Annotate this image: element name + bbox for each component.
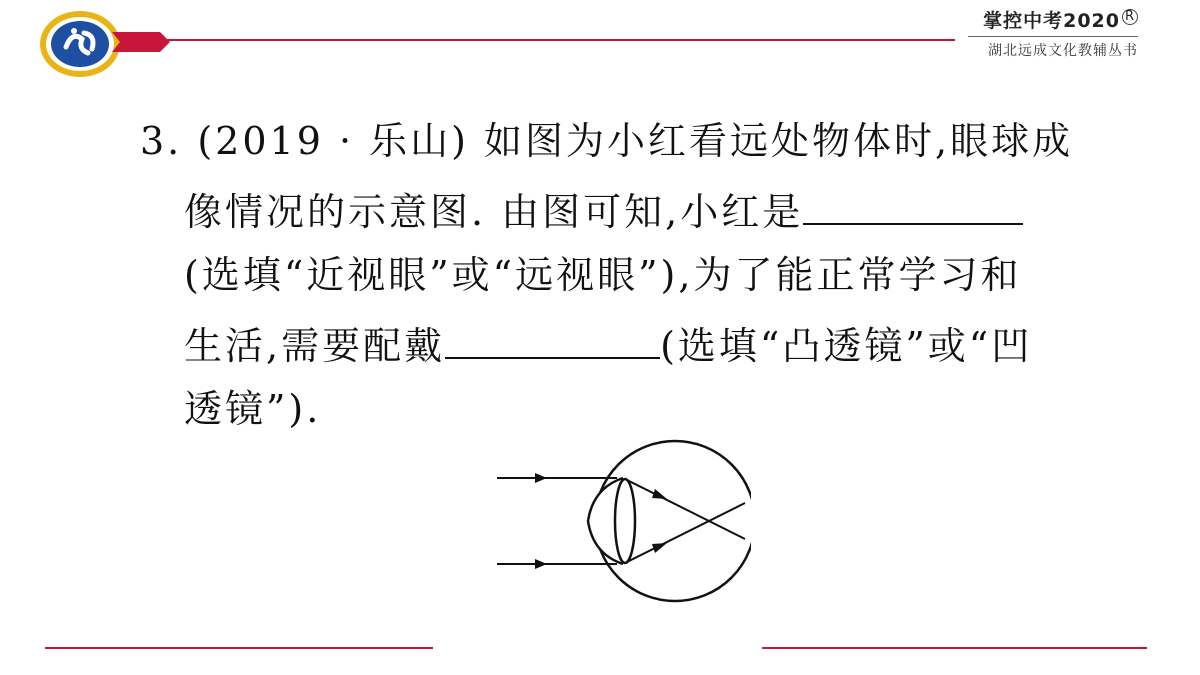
brand-block: [968, 6, 1138, 60]
header-rule: [165, 39, 955, 41]
refracted-arrow-bottom: [652, 543, 667, 553]
publisher-logo-icon: [38, 9, 122, 79]
question-line-3: (选填“近视眼”或“远视眼”),为了能正常学习和: [184, 253, 1022, 297]
footer-rule-left: [45, 647, 433, 649]
question-line-1: 3. (2019 · 乐山) 如图为小红看远处物体时,眼球成: [140, 119, 1074, 163]
question-line-5: 透镜”).: [184, 387, 322, 431]
question-line-4-text-b: (选填“凸透镜”或“凹: [660, 324, 1033, 368]
brand-divider: [968, 36, 1138, 37]
refracted-arrow-top: [652, 489, 667, 499]
answer-blank-1[interactable]: [803, 175, 1023, 225]
refracted-ray-bottom: [625, 503, 745, 563]
question-line-4-text-a: 生活,需要配戴: [184, 324, 446, 368]
answer-blank-2[interactable]: [445, 309, 660, 359]
question-line-2-text: 像情况的示意图. 由图可知,小红是: [184, 190, 804, 234]
brand-publisher: 湖北远成文化教辅丛书: [988, 43, 1138, 59]
question-line-2: [140, 175, 1090, 242]
red-arrow-icon: [112, 30, 172, 54]
eye-diagram: [495, 436, 751, 606]
brand-title: 掌控中考2020 R: [983, 6, 1138, 36]
lens: [615, 479, 635, 563]
refracted-ray-top: [625, 479, 745, 539]
footer-rule-right: [762, 647, 1147, 649]
question-text: [140, 108, 1090, 443]
ray-arrow-bottom: [535, 559, 547, 569]
registered-mark: R: [1122, 9, 1138, 25]
ray-arrow-top: [535, 473, 547, 483]
question-line-4: [140, 309, 1090, 376]
